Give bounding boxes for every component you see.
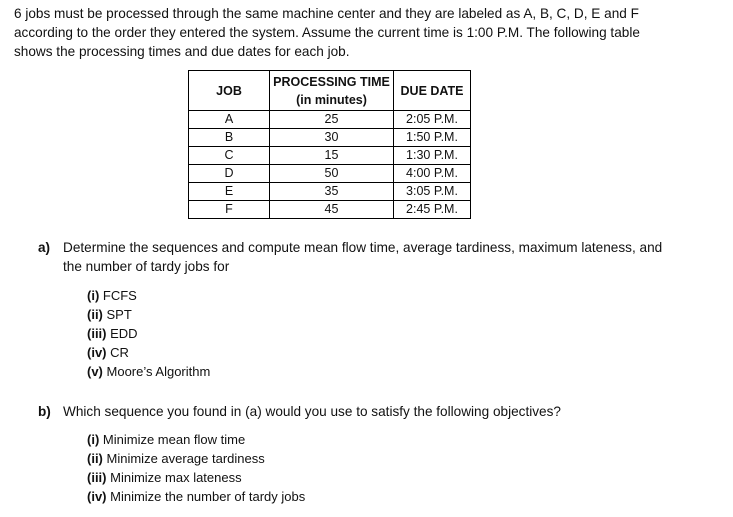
cell-due: 2:45 P.M. [394,201,471,219]
header-job: JOB [189,71,270,111]
item-number: (i) [87,432,100,447]
cell-time: 15 [270,147,394,165]
item-text: EDD [110,326,138,341]
item-number: (iii) [87,326,107,341]
part-a-label: a) [38,240,51,255]
header-processing-time-line2: (in minutes) [296,92,367,107]
list-item [87,305,210,324]
part-b-question [38,402,561,421]
header-due-date: DUE DATE [394,71,471,111]
cell-time: 25 [270,111,394,129]
item-text: Minimize average tardiness [106,451,265,466]
cell-time: 35 [270,183,394,201]
cell-job: C [189,147,270,165]
item-text: FCFS [102,288,137,303]
list-item [87,343,210,362]
intro-line: shows the processing times and due dates for each job. [14,44,350,59]
item-text: Minimize mean flow time [102,432,246,447]
intro-line: 6 jobs must be processed through the same machine center and they are labeled as A, B, C, D, E and F [14,6,639,21]
table-row [189,111,471,129]
list-item [87,362,210,381]
part-b-label: b) [38,404,51,419]
cell-due: 4:00 P.M. [394,165,471,183]
list-item [87,487,305,506]
item-number: (ii) [87,451,103,466]
item-text: Minimize max lateness [110,470,242,485]
table-header-row [189,71,471,111]
jobs-table [188,70,471,219]
part-b-line1: Which sequence you found in (a) would you use to satisfy the following objectives? [63,404,561,419]
item-number: (iii) [87,470,107,485]
cell-time: 45 [270,201,394,219]
cell-job: B [189,129,270,147]
item-text: SPT [106,307,132,322]
header-processing-time [270,71,394,111]
cell-due: 1:50 P.M. [394,129,471,147]
header-processing-time-line1: PROCESSING TIME [273,74,390,89]
table-row [189,165,471,183]
list-item [87,324,210,343]
part-a-line2: the number of tardy jobs for [63,259,230,274]
part-a-list [87,286,210,381]
item-number: (iv) [87,345,107,360]
list-item [87,430,305,449]
part-b-list [87,430,305,506]
cell-time: 30 [270,129,394,147]
cell-job: D [189,165,270,183]
cell-due: 1:30 P.M. [394,147,471,165]
cell-time: 50 [270,165,394,183]
part-a-line1: Determine the sequences and compute mean flow time, average tardiness, maximum lateness, and [63,240,663,255]
cell-job: A [189,111,270,129]
cell-due: 3:05 P.M. [394,183,471,201]
table-row [189,147,471,165]
intro-line: according to the order they entered the system. Assume the current time is 1:00 P.M. The following table [14,25,640,40]
table-row [189,183,471,201]
list-item [87,286,210,305]
item-text: CR [110,345,129,360]
item-number: (i) [87,288,100,303]
item-number: (iv) [87,489,107,504]
item-text: Minimize the number of tardy jobs [110,489,306,504]
item-text: Moore’s Algorithm [106,364,211,379]
table-row [189,129,471,147]
list-item [87,449,305,468]
cell-job: E [189,183,270,201]
item-number: (ii) [87,307,103,322]
cell-job: F [189,201,270,219]
cell-due: 2:05 P.M. [394,111,471,129]
intro-paragraph [14,4,719,61]
table-row [189,201,471,219]
list-item [87,468,305,487]
item-number: (v) [87,364,103,379]
part-a-question [38,238,662,257]
